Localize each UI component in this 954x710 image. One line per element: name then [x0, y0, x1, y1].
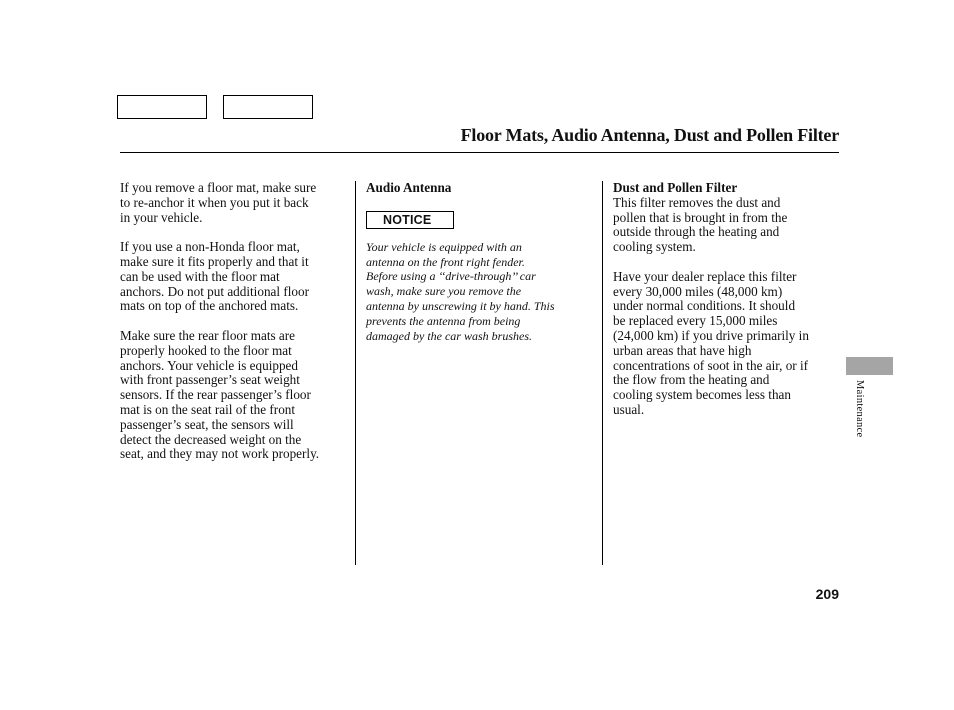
paragraph	[613, 196, 841, 255]
text-line: cooling system.	[613, 239, 696, 255]
text-line: If you remove a floor mat, make sure	[120, 180, 317, 195]
text-line: every 30,000 miles (48,000 km)	[613, 283, 783, 299]
text-line: antenna by unscrewing it by hand. This	[366, 298, 555, 313]
text-line: wash, make sure you remove the	[366, 284, 522, 299]
text-line: under normal conditions. It should	[613, 298, 796, 314]
text-line: mat is on the seat rail of the front	[120, 401, 296, 417]
text-line: to re-anchor it when you put it back	[120, 194, 309, 210]
notice-text	[366, 240, 596, 344]
text-line: prevents the antenna from being	[366, 313, 521, 328]
text-line: pollen that is brought in from the	[613, 209, 788, 225]
text-line: urban areas that have high	[613, 342, 752, 358]
paragraph	[120, 240, 352, 314]
section-heading-audio-antenna: Audio Antenna	[366, 180, 452, 195]
text-line: in your vehicle.	[120, 209, 203, 225]
column-divider-2	[602, 181, 603, 565]
column-floor-mats	[120, 181, 352, 477]
text-line: Your vehicle is equipped with an	[366, 239, 522, 254]
text-line: Make sure the rear floor mats are	[120, 327, 296, 343]
section-tab-maintenance[interactable]	[846, 357, 893, 375]
text-line: anchors. Your vehicle is equipped	[120, 357, 298, 373]
text-line: antenna on the front right fender.	[366, 254, 525, 269]
text-line: usual.	[613, 401, 645, 417]
text-line: can be used with the floor mat	[120, 268, 280, 284]
paragraph	[120, 329, 352, 462]
text-line: cooling system becomes less than	[613, 387, 791, 403]
text-line: anchors. Do not put additional floor	[120, 283, 309, 299]
paragraph	[120, 181, 352, 225]
text-line: be replaced every 15,000 miles	[613, 313, 778, 329]
text-line: mats on top of the anchored mats.	[120, 298, 299, 314]
page-title: Floor Mats, Audio Antenna, Dust and Pollen Filter	[460, 125, 839, 145]
text-line: sensors. If the rear passenger’s floor	[120, 387, 311, 403]
text-line: (24,000 km) if you drive primarily in	[613, 327, 809, 343]
text-line: Before using a ‘‘drive-through’’ car	[366, 269, 536, 284]
text-line: passenger’s seat, the sensors will	[120, 416, 294, 432]
text-line: properly hooked to the floor mat	[120, 342, 292, 358]
text-line: outside through the heating and	[613, 224, 780, 240]
title-divider	[120, 152, 839, 153]
notice-label: NOTICE	[383, 212, 432, 227]
text-line: seat, and they may not work properly.	[120, 446, 320, 462]
text-line: make sure it fits properly and that it	[120, 253, 309, 269]
page-number: 209	[815, 586, 839, 602]
paragraph	[613, 270, 841, 418]
text-line: damaged by the car wash brushes.	[366, 328, 532, 343]
text-line: If you use a non-Honda floor mat,	[120, 239, 300, 255]
section-heading-dust-pollen-filter: Dust and Pollen Filter	[613, 180, 738, 195]
text-line: detect the decreased weight on the	[120, 431, 302, 447]
text-line: the flow from the heating and	[613, 372, 770, 388]
column-dust-pollen-filter	[613, 181, 841, 433]
column-divider-1	[355, 181, 356, 565]
notice-badge	[366, 211, 454, 229]
column-audio-antenna	[366, 181, 596, 343]
section-tab-label: Maintenance	[854, 380, 865, 438]
text-line: Have your dealer replace this filter	[613, 268, 797, 284]
text-line: with front passenger’s seat weight	[120, 372, 300, 388]
text-line: concentrations of soot in the air, or if	[613, 357, 809, 373]
nav-box-next[interactable]	[223, 95, 313, 119]
text-line: This filter removes the dust and	[613, 194, 781, 210]
nav-box-previous[interactable]	[117, 95, 207, 119]
